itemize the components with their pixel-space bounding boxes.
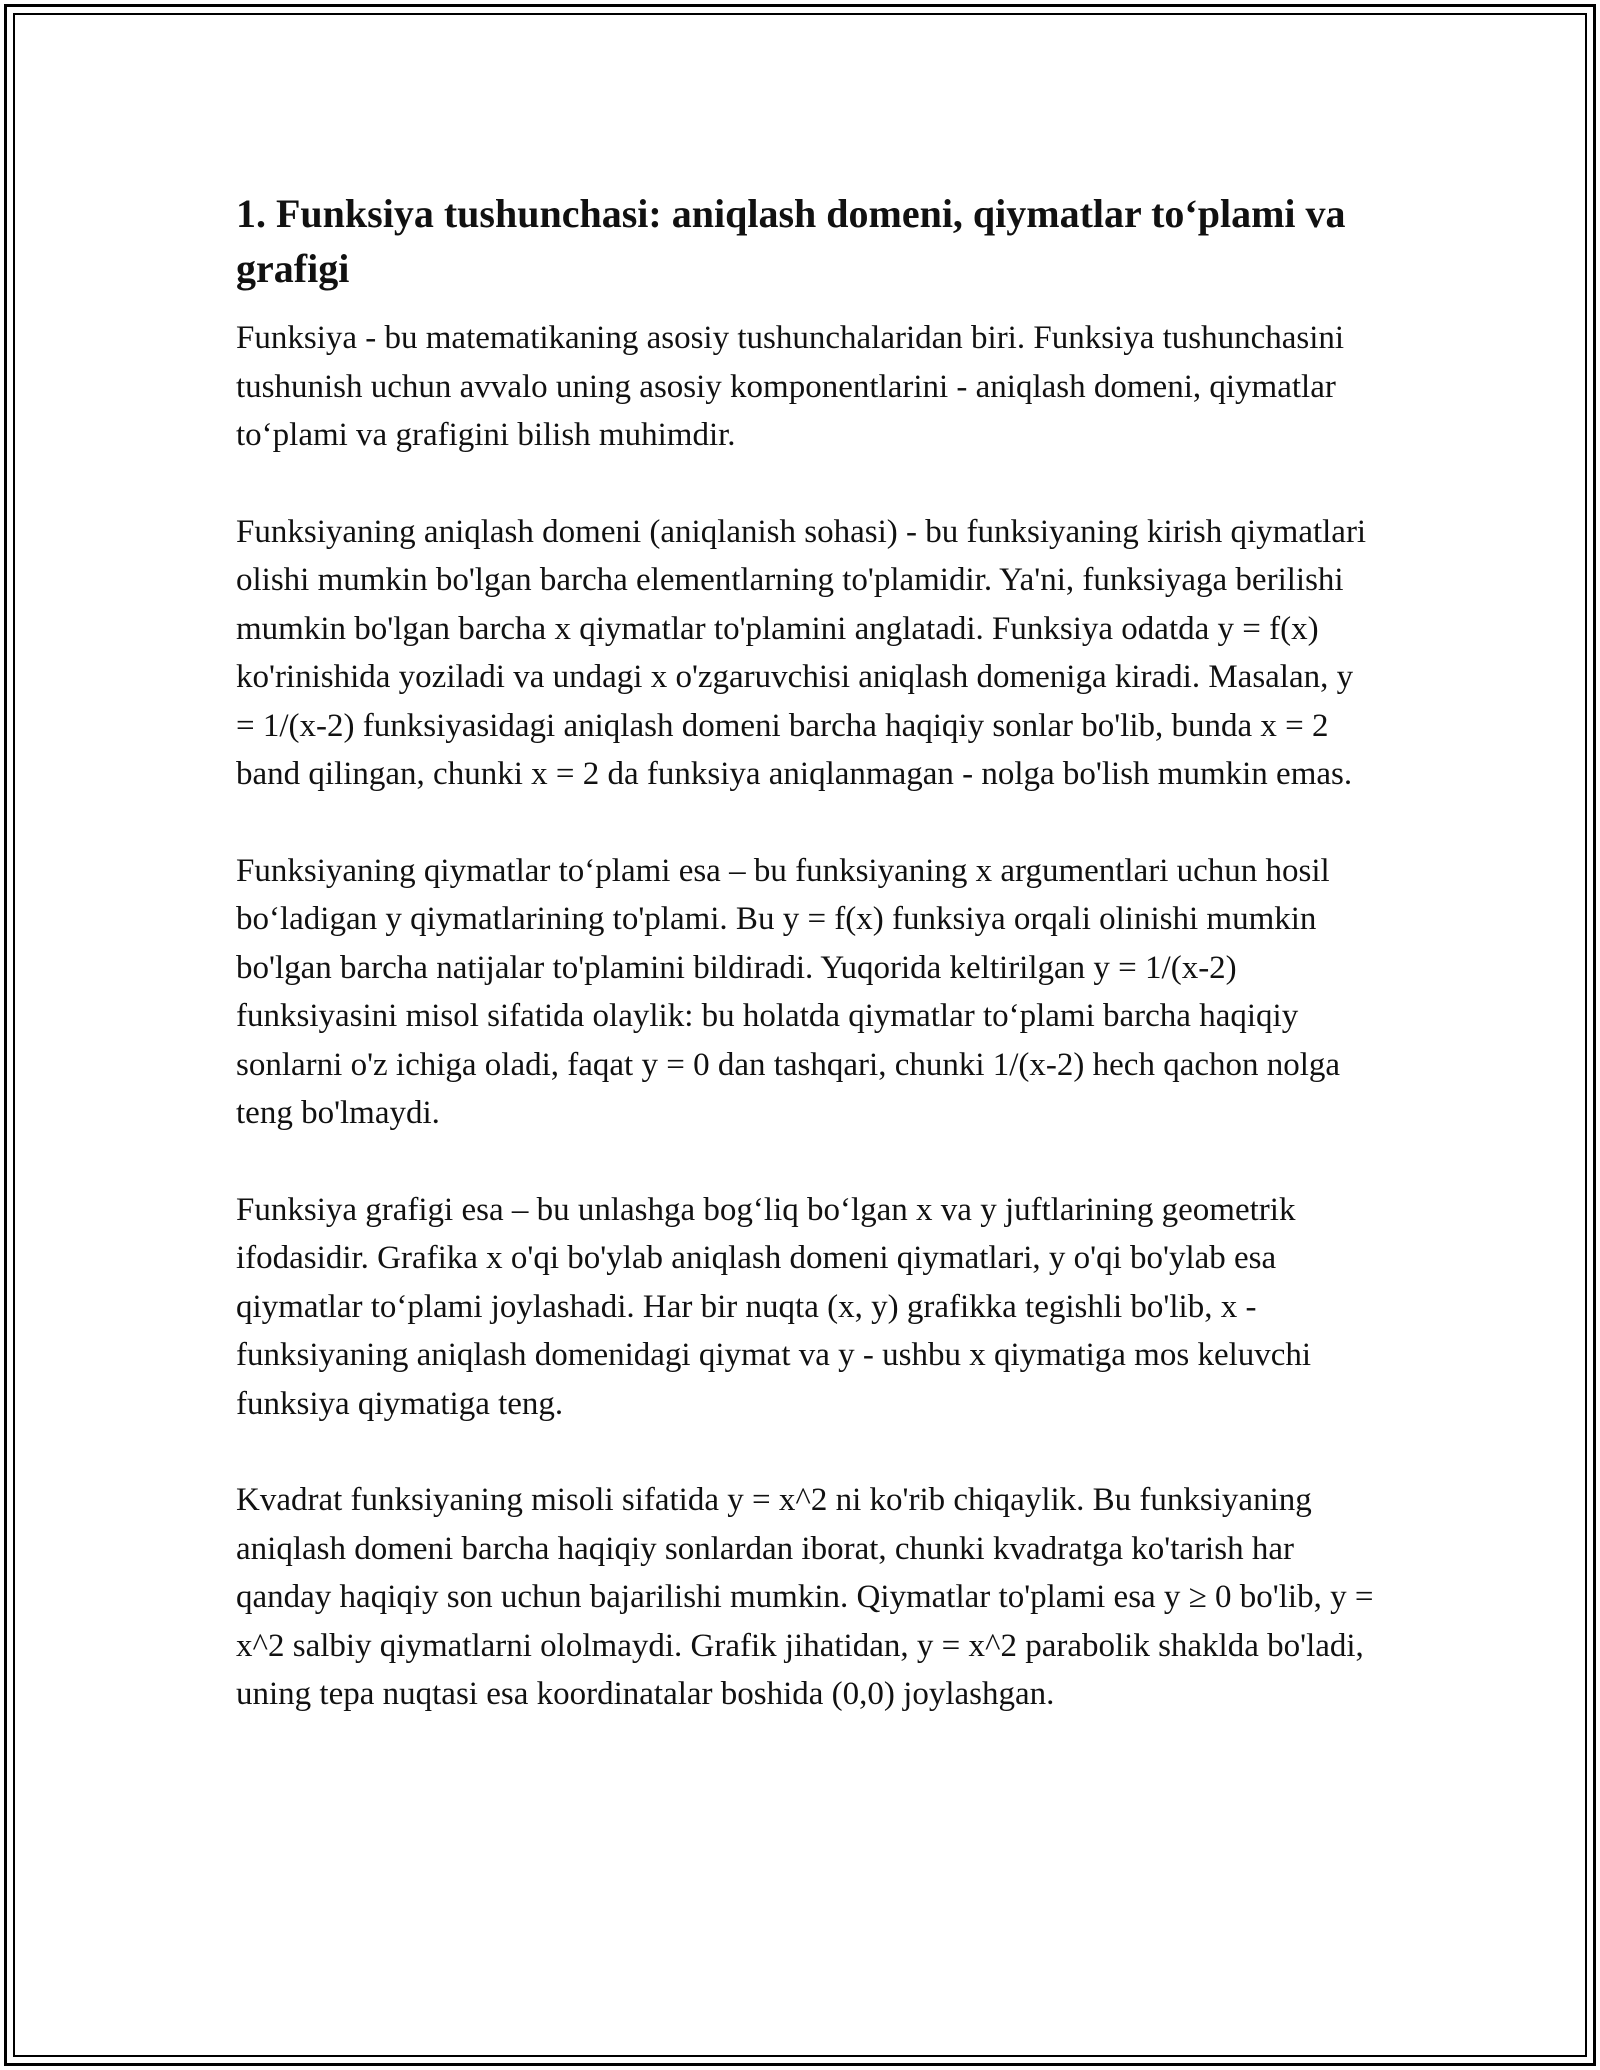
document-body (236, 186, 1376, 1767)
paragraph-quadratic-example: Kvadrat funksiyaning misoli sifatida y = x^2 ni ko'rib chiqaylik. Bu funksiyaning aniqlash domeni barcha haqiqiy sonlardan iborat, chunki kvadratga ko'tarish har qanday haqiqiy son uchun bajarilishi mumkin. Qiymatlar to'plami esa y ≥ 0 bo'lib, y = x^2 salbiy qiymatlarni ololmaydi. Grafik jihatidan, y = x^2 parabolik shaklda bo'ladi, uning tepa nuqtasi esa koordinatalar boshida (0,0) joylashgan. (236, 1482, 1374, 1712)
document-title: 1. Funksiya tushunchasi: aniqlash domeni, qiymatlar to‘plami va grafigi (236, 191, 1346, 291)
paragraph-graph: Funksiya grafigi esa – bu unlashga bog‘liq bo‘lgan x va y juftlarining geometrik ifodasidir. Grafika x o'qi bo'ylab aniqlash domeni qiymatlari, y o'qi bo'ylab esa qiymatlar to‘plami joylashadi. Har bir nuqta (x, y) grafikka tegishli bo'lib, x - funksiyaning aniqlash domenidagi qiymat va y - ushbu x qiymatiga mos keluvchi funksiya qiymatiga teng. (236, 1191, 1312, 1422)
paragraph-range: Funksiyaning qiymatlar to‘plami esa – bu funksiyaning x argumentlari uchun hosil bo‘ladigan y qiymatlarining to'plami. Bu y = f(x) funksiya orqali olinishi mumkin bo'lgan barcha natijalar to'plamini bildiradi. Yuqorida keltirilgan y = 1/(x-2) funksiyasini misol sifatida olaylik: bu holatda qiymatlar to‘plami barcha haqiqiy sonlarni o'z ichiga oladi, faqat y = 0 dan tashqari, chunki 1/(x-2) hech qachon nolga teng bo'lmaydi. (236, 852, 1341, 1131)
paragraph-domain: Funksiyaning aniqlash domeni (aniqlanish sohasi) - bu funksiyaning kirish qiymatlari olishi mumkin bo'lgan barcha elementlarning to'plamidir. Ya'ni, funksiyaga berilishi mumkin bo'lgan barcha x qiymatlar to'plamini anglatadi. Funksiya odatda y = f(x) ko'rinishida yoziladi va undagi x o'zgaruvchisi aniqlash domeniga kiradi. Masalan, y = 1/(x-2) funksiyasidagi aniqlash domeni barcha haqiqiy sonlar bo'lib, bunda x = 2 band qilingan, chunki x = 2 da funksiya aniqlanmagan - nolga bo'lish mumkin emas. (236, 513, 1367, 792)
paragraph-intro: Funksiya - bu matematikaning asosiy tushunchalaridan biri. Funksiya tushunchasini tushunish uchun avvalo uning asosiy komponentlarini - aniqlash domeni, qiymatlar to‘plami va grafigini bilish muhimdir. (236, 320, 1345, 453)
